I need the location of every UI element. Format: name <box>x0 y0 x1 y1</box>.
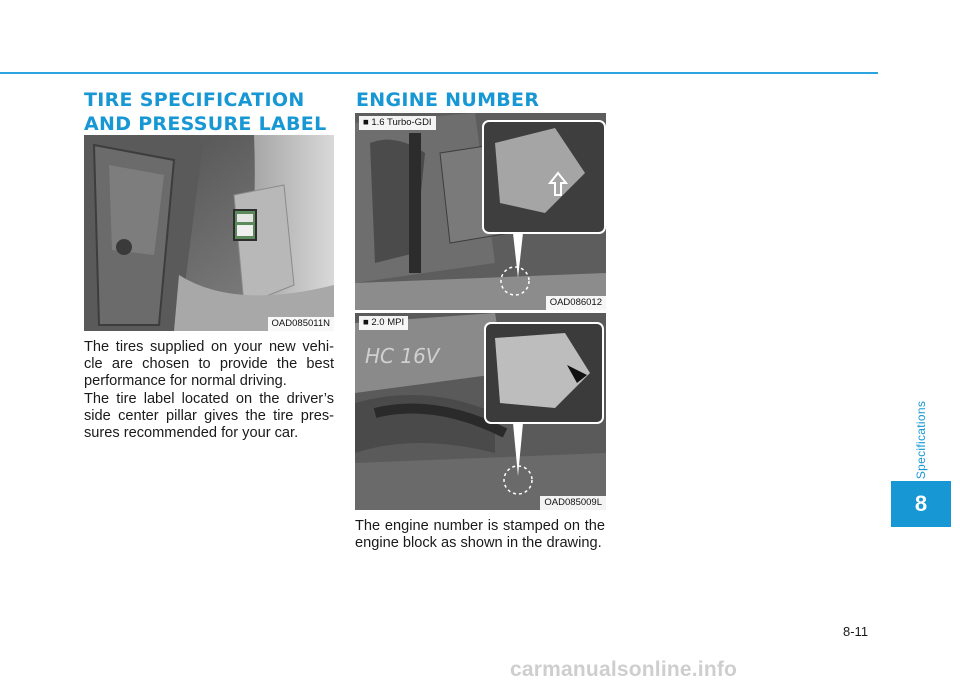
engine-photo-mpi <box>355 313 606 510</box>
turbo-engine-code: OAD086012 <box>546 296 606 310</box>
page-number: 8-11 <box>843 624 869 639</box>
tire-label-photo <box>84 135 334 331</box>
turbo-engine-label: ■ 1.6 Turbo-GDI <box>359 116 436 130</box>
engine-photo-turbo <box>355 113 606 310</box>
top-rule <box>0 72 878 74</box>
mpi-engine-illustration <box>355 313 606 510</box>
chapter-tab: 8 <box>891 481 951 527</box>
mpi-engine-code: OAD085009L <box>540 496 606 510</box>
svg-text:HC 16V: HC 16V <box>365 344 440 368</box>
tire-section-title: TIRE SPECIFICATION AND PRESSURE LABEL <box>84 89 327 135</box>
chapter-name: Specifications <box>914 400 928 480</box>
tire-paragraph-1: The tires supplied on your new vehi-cle are chosen to provide the best performance for normal driving. <box>84 339 334 389</box>
chapter-side-label <box>891 395 951 485</box>
watermark: carmanualsonline.info <box>510 658 738 681</box>
tire-photo-code: OAD085011N <box>268 317 334 331</box>
turbo-engine-illustration <box>355 113 606 310</box>
engine-paragraph: The engine number is stamped on the engine block as shown in the drawing. <box>355 518 605 551</box>
tire-paragraph-2: The tire label located on the driver’s side center pillar gives the tire pres-sures recommended for your car. <box>84 391 334 441</box>
mpi-engine-label: ■ 2.0 MPI <box>359 316 408 330</box>
tire-label-illustration <box>84 135 334 331</box>
engine-section-title: ENGINE NUMBER <box>356 89 540 111</box>
